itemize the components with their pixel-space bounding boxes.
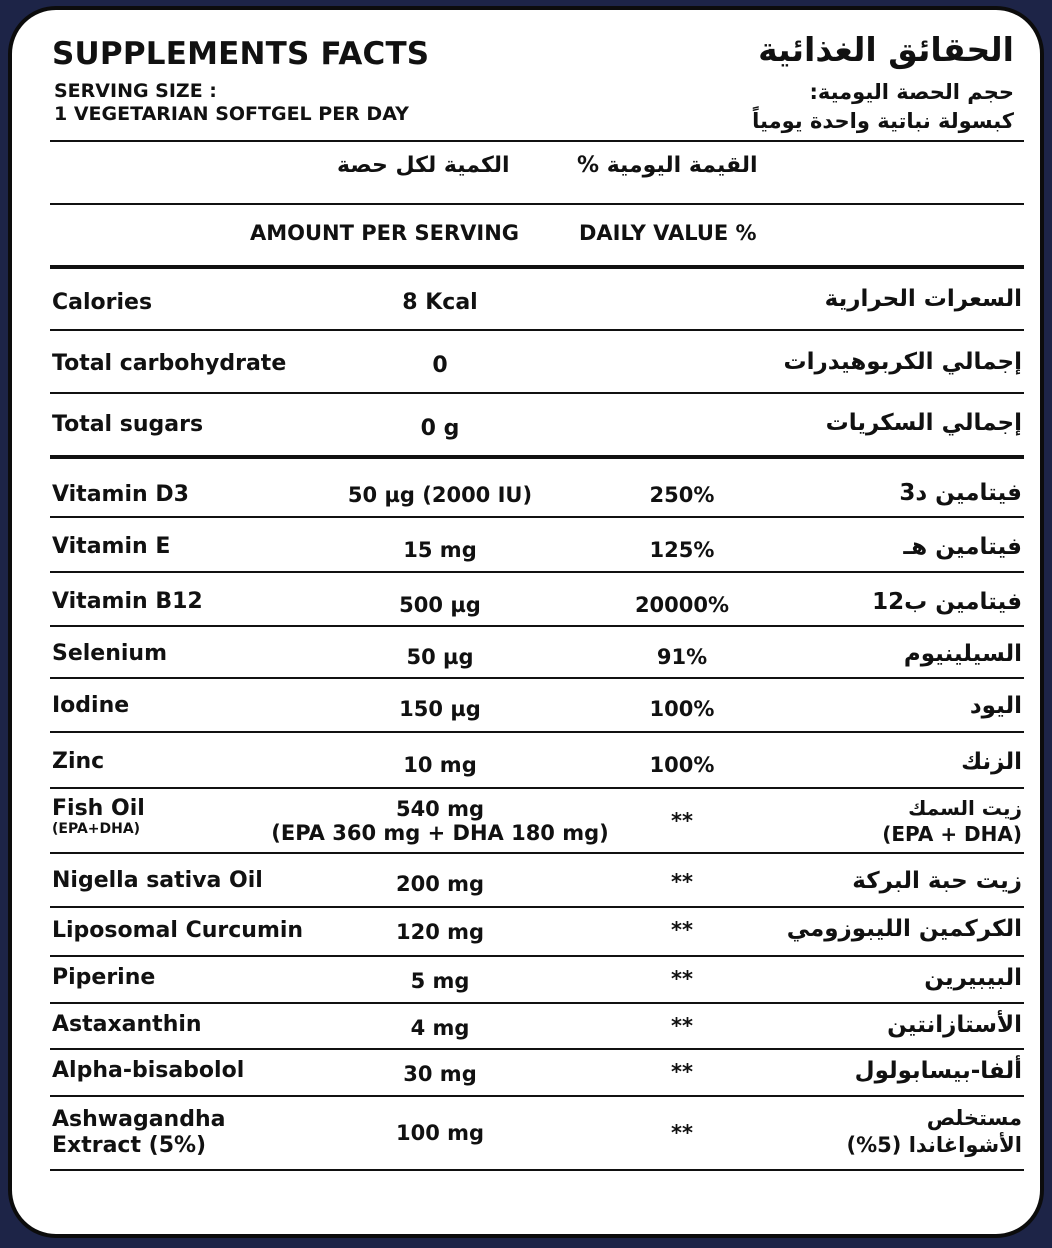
nutrient-dv: 91% [656,645,708,669]
nutrient-name-en: Vitamin D3 [52,482,189,507]
macro-name-ar: إجمالي الكربوهيدرات [783,349,1022,375]
nutrient-name-ar [882,795,1022,847]
divider [50,140,1024,142]
nutrient-name-ar: فيتامين د3 [899,480,1022,506]
nutrient-name-en [52,797,145,837]
serving-label-en: SERVING SIZE : [54,80,217,102]
col-amount-ar: الكمية لكل حصة [337,153,510,178]
nutrient-amount: 15 mg [403,538,477,562]
nutrient-row [12,573,1044,625]
divider [50,203,1024,205]
nutrient-row-fish-oil [12,789,1044,851]
nutrient-amount: 500 µg [399,593,481,617]
nutrient-name-en: Selenium [52,641,168,666]
serving-size-ar [752,78,1014,136]
nutrient-name-ar-sub: (EPA + DHA) [882,822,1022,846]
macro-name-ar: السعرات الحرارية [824,286,1022,312]
serving-value-ar: كبسولة نباتية واحدة يومياً [752,109,1014,133]
nutrient-amount: 200 mg [395,872,485,896]
macro-row-calories [12,270,1044,330]
nutrient-name-ar: السيلينيوم [903,641,1022,667]
nutrient-name-en: Vitamin B12 [52,589,203,614]
col-dv-en: DAILY VALUE % [579,221,757,245]
macro-amount: 0 [432,353,448,378]
nutrient-dv: ** [671,1060,693,1084]
macro-row-carbohydrate [12,331,1044,391]
col-amount-en: AMOUNT PER SERVING [250,221,520,245]
title-en: SUPPLEMENTS FACTS [52,36,430,72]
macro-name-en: Total carbohydrate [52,351,287,376]
nutrient-name-ar [847,1105,1022,1159]
nutrient-name-en: Vitamin E [52,534,171,559]
serving-label-ar: حجم الحصة اليومية: [809,80,1014,104]
nutrient-name-ar: ألفا-بيسابولول [854,1058,1022,1084]
nutrient-dv: 125% [649,538,715,562]
nutrient-dv: 100% [649,753,715,777]
nutrient-dv: ** [671,918,693,942]
serving-value-en: 1 VEGETARIAN SOFTGEL PER DAY [54,103,409,125]
nutrient-name-en: Zinc [52,749,105,774]
nutrient-name-en: Nigella sativa Oil [52,868,263,893]
supplement-facts-label [8,6,1044,1238]
nutrient-amount [271,797,608,845]
nutrient-row [12,1050,1044,1096]
nutrient-name-en: Alpha-bisabolol [52,1058,245,1083]
nutrient-name-ar: اليود [969,693,1022,719]
nutrient-amount: 150 µg [399,697,481,721]
nutrient-name-en: Liposomal Curcumin [52,918,304,943]
nutrient-row [12,518,1044,570]
nutrient-dv: 100% [649,697,715,721]
nutrient-name-ar: الزنك [961,749,1022,775]
nutrient-row [12,854,1044,906]
nutrient-name-en: Piperine [52,965,156,990]
nutrient-row [12,733,1044,787]
divider [50,1169,1024,1171]
col-dv-ar: القيمة اليومية % [577,153,758,178]
nutrient-amount: 5 mg [410,969,470,993]
nutrient-row [12,908,1044,954]
nutrient-row [12,460,1044,516]
nutrient-name-ar-main: مستخلص [926,1106,1022,1130]
nutrient-name-en: Astaxanthin [52,1012,202,1037]
nutrient-name-ar-sub: الأشواغاندا (5%) [846,1133,1022,1157]
divider-thick [50,265,1024,269]
macro-amount: 0 g [420,416,460,441]
nutrient-name-main: Ashwagandha [52,1107,226,1132]
nutrient-dv: ** [671,967,693,991]
nutrient-amount: 100 mg [395,1121,485,1145]
macro-name-ar: إجمالي السكريات [825,410,1022,436]
nutrient-amount: 10 mg [403,753,477,777]
nutrient-dv: 20000% [634,593,730,617]
nutrient-name-ar: فيتامين هـ [903,534,1022,560]
macro-row-sugars [12,394,1044,454]
nutrient-amount: 50 µg (2000 IU) [347,483,533,507]
nutrient-name-sub: (EPA+DHA) [52,821,141,837]
nutrient-name-ar: الكركمين الليبوزومي [786,916,1022,942]
nutrient-row [12,1004,1044,1050]
nutrient-name-en: Iodine [52,693,130,718]
nutrient-name-main: Fish Oil [52,796,145,821]
macro-amount: 8 Kcal [402,290,478,315]
nutrient-row [12,679,1044,731]
nutrient-dv: ** [671,1121,693,1145]
nutrient-name-ar-main: زيت السمك [908,796,1022,820]
divider-thick [50,455,1024,459]
nutrient-row [12,627,1044,677]
nutrient-name-sub: Extract (5%) [52,1133,207,1158]
nutrient-amount: 50 µg [406,645,474,669]
nutrient-name-ar: زيت حبة البركة [852,868,1022,894]
nutrient-name-ar: فيتامين ب12 [872,589,1022,615]
nutrient-dv: ** [671,1014,693,1038]
nutrient-amount: 120 mg [395,920,485,944]
nutrient-amount-sub: (EPA 360 mg + DHA 180 mg) [271,821,609,845]
nutrient-name-ar: البيبيرين [924,965,1022,991]
nutrient-row [12,957,1044,1003]
nutrient-name-en [52,1107,225,1159]
title-ar: الحقائق الغذائية [758,30,1014,69]
macro-name-en: Calories [52,290,153,315]
nutrient-amount: 4 mg [410,1016,470,1040]
nutrient-amount-main: 540 mg [395,797,485,821]
macro-name-en: Total sugars [52,412,204,437]
nutrient-dv: ** [671,809,693,833]
nutrient-row-ashwagandha [12,1097,1044,1169]
nutrient-dv: 250% [649,483,715,507]
nutrient-dv: ** [671,870,693,894]
nutrient-amount: 30 mg [403,1062,477,1086]
nutrient-name-ar: الأستازانتين [887,1012,1022,1038]
serving-size-en [54,80,409,126]
